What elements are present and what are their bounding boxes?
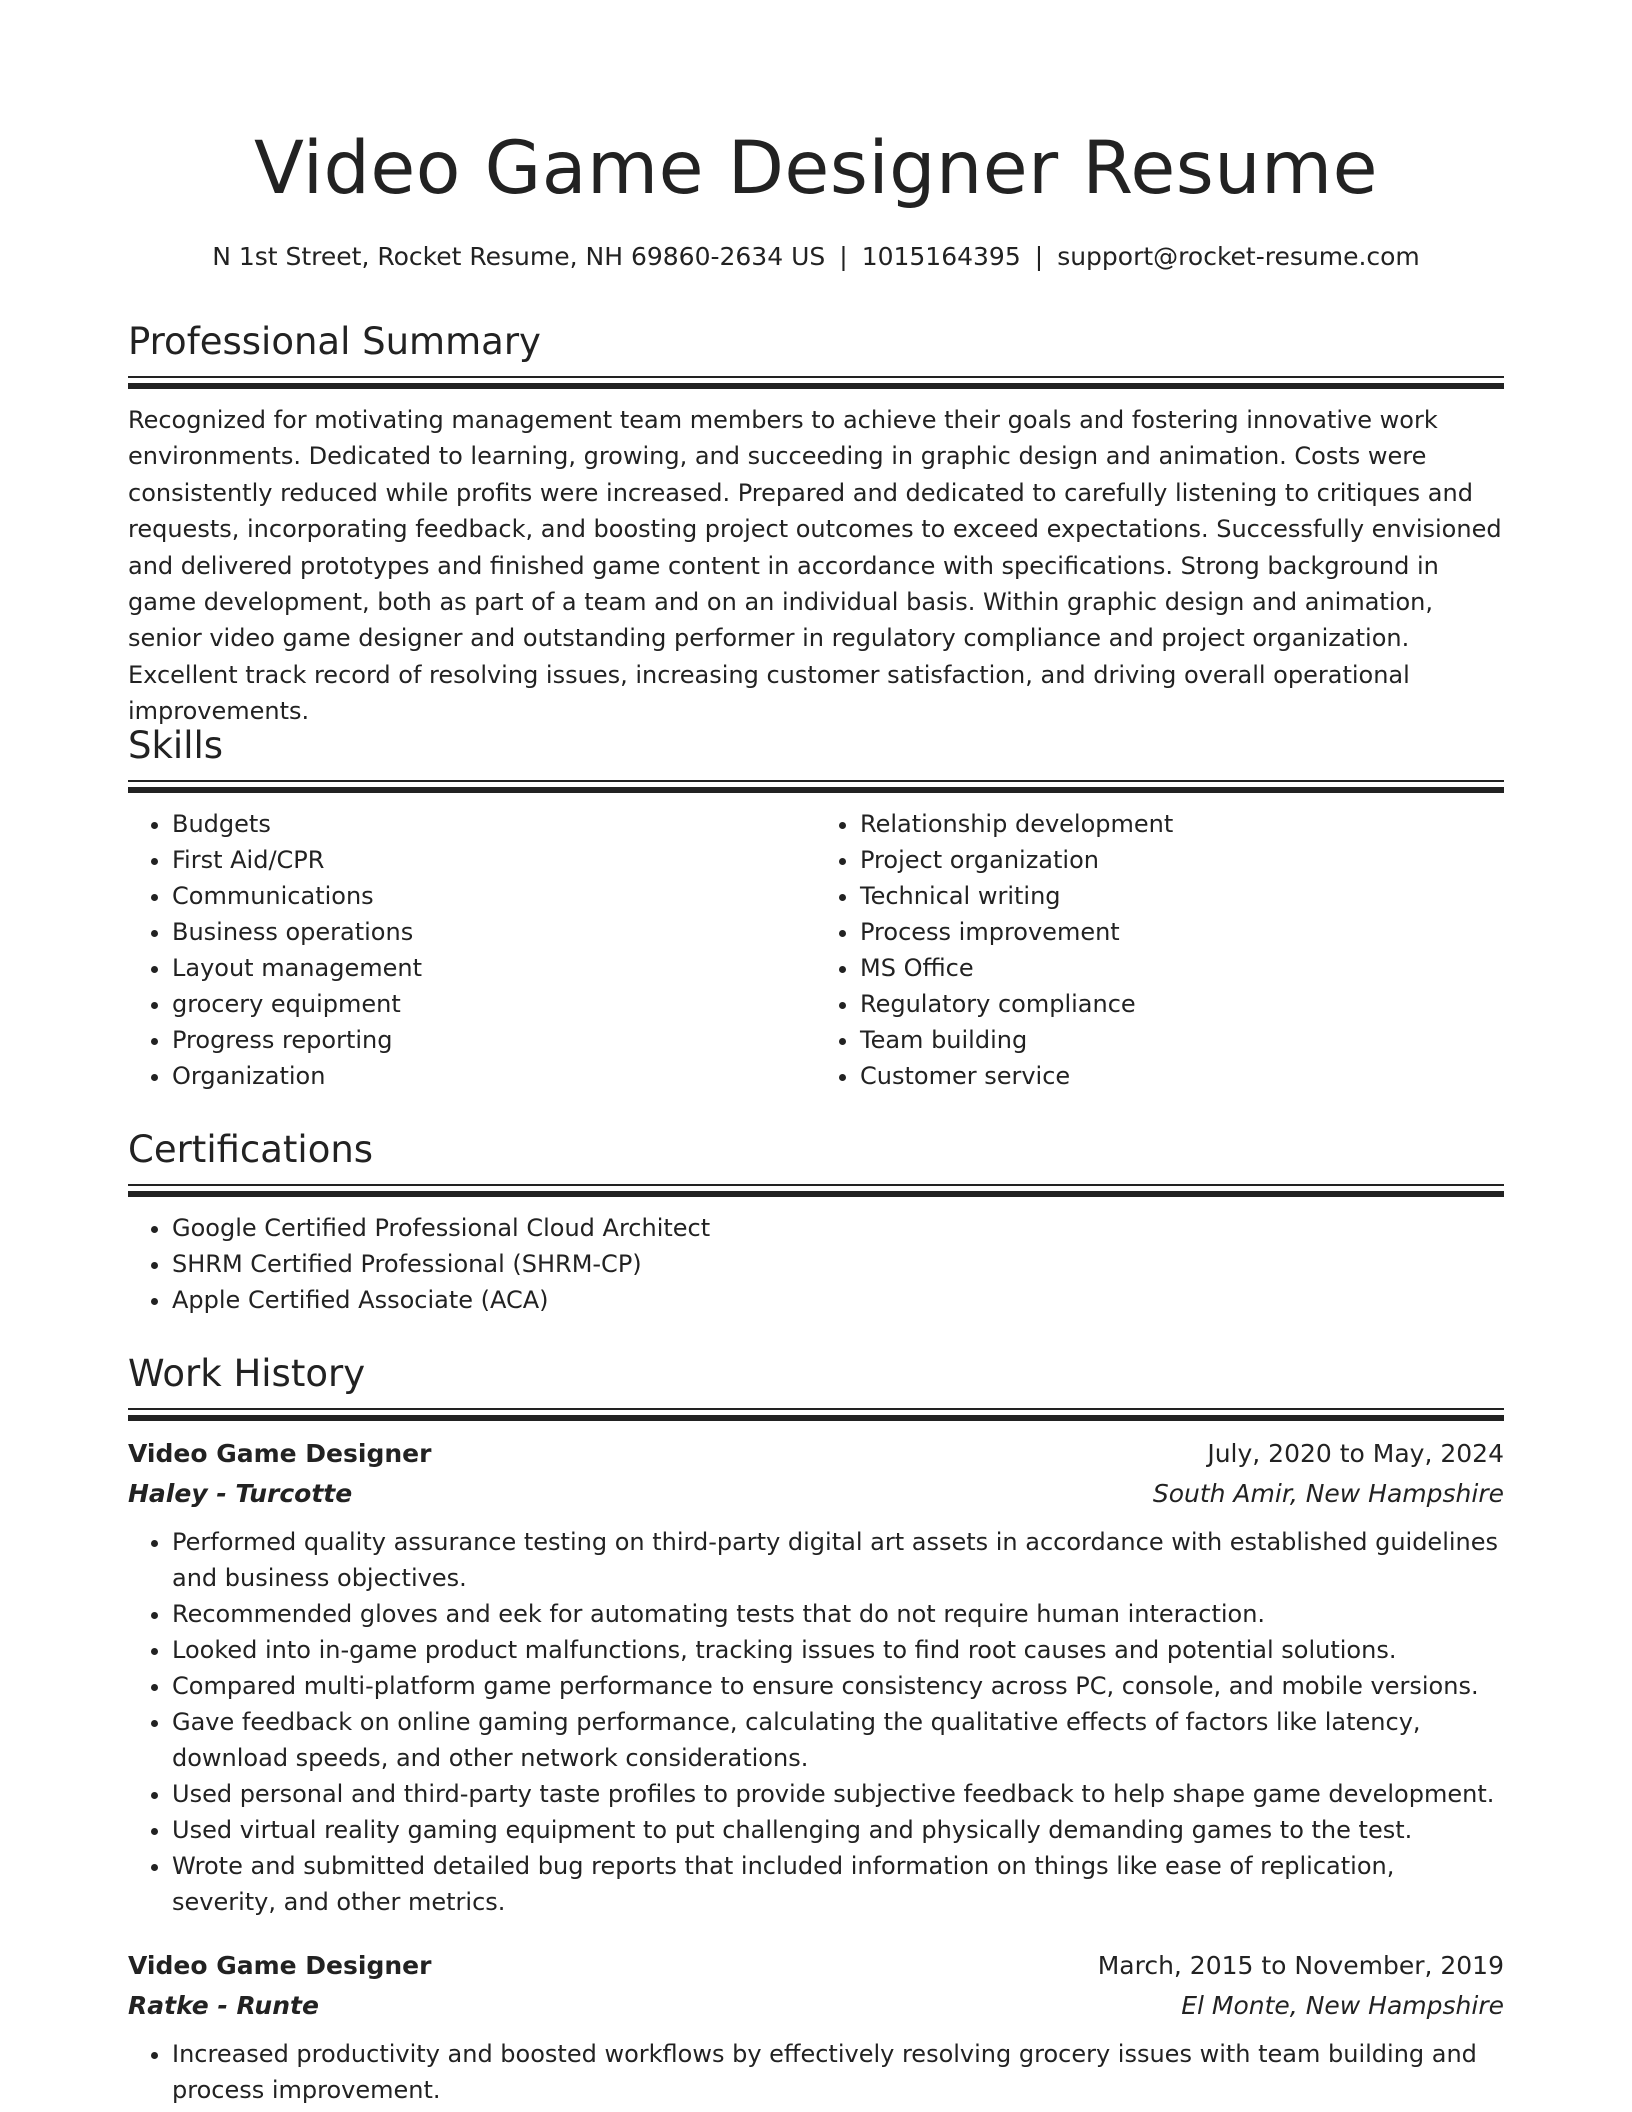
contact-address: N 1st Street, Rocket Resume, NH 69860-2634 US bbox=[212, 242, 826, 271]
job-duty: • Used virtual reality gaming equipment to put challenging and physically demanding games to the test. bbox=[172, 1812, 1504, 1848]
job-subheader bbox=[128, 1474, 1504, 1514]
job-duty: • Compared multi-platform game performance to ensure consistency across PC, console, and mobile versions. bbox=[172, 1668, 1504, 1704]
job-header bbox=[128, 1434, 1504, 1474]
contact-line bbox=[128, 240, 1504, 274]
certification-item: • SHRM Certified Professional (SHRM-CP) bbox=[172, 1246, 1504, 1282]
resume-title: Video Game Designer Resume bbox=[253, 126, 1379, 211]
skill-item: • Team building bbox=[860, 1022, 1504, 1058]
skills-columns bbox=[128, 806, 1504, 1094]
skill-item: • MS Office bbox=[860, 950, 1504, 986]
job-duty: • Recommended gloves and eek for automating tests that do not require human interaction. bbox=[172, 1596, 1504, 1632]
skill-item: • Layout management bbox=[172, 950, 816, 986]
skill-item: • Project organization bbox=[860, 842, 1504, 878]
certifications-section bbox=[128, 1126, 1504, 1318]
skill-item: • First Aid/CPR bbox=[172, 842, 816, 878]
job-subheader bbox=[128, 1986, 1504, 2026]
certifications-list bbox=[128, 1210, 1504, 1318]
skill-item: • Progress reporting bbox=[172, 1022, 816, 1058]
skill-item: • Budgets bbox=[172, 806, 816, 842]
section-divider bbox=[128, 376, 1504, 390]
job-entry bbox=[128, 1946, 1504, 2108]
job-duty: • Gave feedback on online gaming performance, calculating the qualitative effects of factors like latency, download speeds, and other network considerations. bbox=[172, 1704, 1504, 1776]
job-title: Video Game Designer bbox=[128, 1439, 432, 1468]
job-company: Haley - Turcotte bbox=[128, 1479, 353, 1508]
summary-heading: Professional Summary bbox=[128, 320, 541, 363]
skills-section bbox=[128, 722, 1504, 1094]
section-divider bbox=[128, 1408, 1504, 1422]
job-duties-list bbox=[128, 1524, 1504, 1920]
job-duties-list bbox=[128, 2036, 1504, 2108]
job-duty: • Performed quality assurance testing on third-party digital art assets in accordance with established guidelines and business objectives. bbox=[172, 1524, 1504, 1596]
section-divider bbox=[128, 780, 1504, 794]
job-location: South Amir, New Hampshire bbox=[1152, 1479, 1504, 1508]
skill-item: • Process improvement bbox=[860, 914, 1504, 950]
work-history-heading: Work History bbox=[128, 1352, 366, 1395]
job-entry bbox=[128, 1434, 1504, 1920]
skills-heading: Skills bbox=[128, 724, 224, 767]
job-duty: • Wrote and submitted detailed bug reports that included information on things like ease of replication, severity, and other metrics. bbox=[172, 1848, 1504, 1920]
work-history-section bbox=[128, 1350, 1504, 2108]
skill-item: • grocery equipment bbox=[172, 986, 816, 1022]
job-company: Ratke - Runte bbox=[128, 1991, 319, 2020]
section-divider bbox=[128, 1184, 1504, 1198]
certification-item: • Apple Certified Associate (ACA) bbox=[172, 1282, 1504, 1318]
contact-separator: | bbox=[839, 242, 848, 271]
job-title: Video Game Designer bbox=[128, 1951, 432, 1980]
skill-item: • Business operations bbox=[172, 914, 816, 950]
job-dates: July, 2020 to May, 2024 bbox=[1207, 1439, 1504, 1468]
skill-item: • Organization bbox=[172, 1058, 816, 1094]
skill-item: • Technical writing bbox=[860, 878, 1504, 914]
skills-list-right bbox=[816, 806, 1504, 1094]
certifications-heading: Certifications bbox=[128, 1128, 374, 1171]
contact-email[interactable]: support@rocket-resume.com bbox=[1057, 242, 1420, 271]
skill-item: • Regulatory compliance bbox=[860, 986, 1504, 1022]
job-duty: • Used personal and third-party taste profiles to provide subjective feedback to help shape game development. bbox=[172, 1776, 1504, 1812]
skill-item: • Customer service bbox=[860, 1058, 1504, 1094]
skill-item: • Communications bbox=[172, 878, 816, 914]
contact-phone: 1015164395 bbox=[861, 242, 1021, 271]
job-duty: • Increased productivity and boosted workflows by effectively resolving grocery issues with team building and process improvement. bbox=[172, 2036, 1504, 2108]
skills-list-left bbox=[128, 806, 816, 1094]
job-duty: • Looked into in-game product malfunctions, tracking issues to find root causes and potential solutions. bbox=[172, 1632, 1504, 1668]
certification-item: • Google Certified Professional Cloud Architect bbox=[172, 1210, 1504, 1246]
job-header bbox=[128, 1946, 1504, 1986]
summary-text: Recognized for motivating management team members to achieve their goals and fostering innovative work environments. Dedicated to learning, growing, and succeeding in graphic design and animation. Costs were consistently reduced while profits were increased. Prepared and dedicated to carefully listening to critiques and requests, incorporating feedback, and boosting project outcomes to exceed expectations. Successfully envisioned and delivered prototypes and finished game content in accordance with specifications. Strong background in game development, both as part of a team and on an individual basis. Within graphic design and animation, senior video game designer and outstanding performer in regulatory compliance and project organization. Excellent track record of resolving issues, increasing customer satisfaction, and driving overall operational improvements. bbox=[128, 406, 1502, 726]
job-dates: March, 2015 to November, 2019 bbox=[1097, 1951, 1504, 1980]
summary-section bbox=[128, 318, 1504, 730]
skill-item: • Relationship development bbox=[860, 806, 1504, 842]
contact-separator: | bbox=[1034, 242, 1044, 271]
job-location: El Monte, New Hampshire bbox=[1181, 1991, 1504, 2020]
